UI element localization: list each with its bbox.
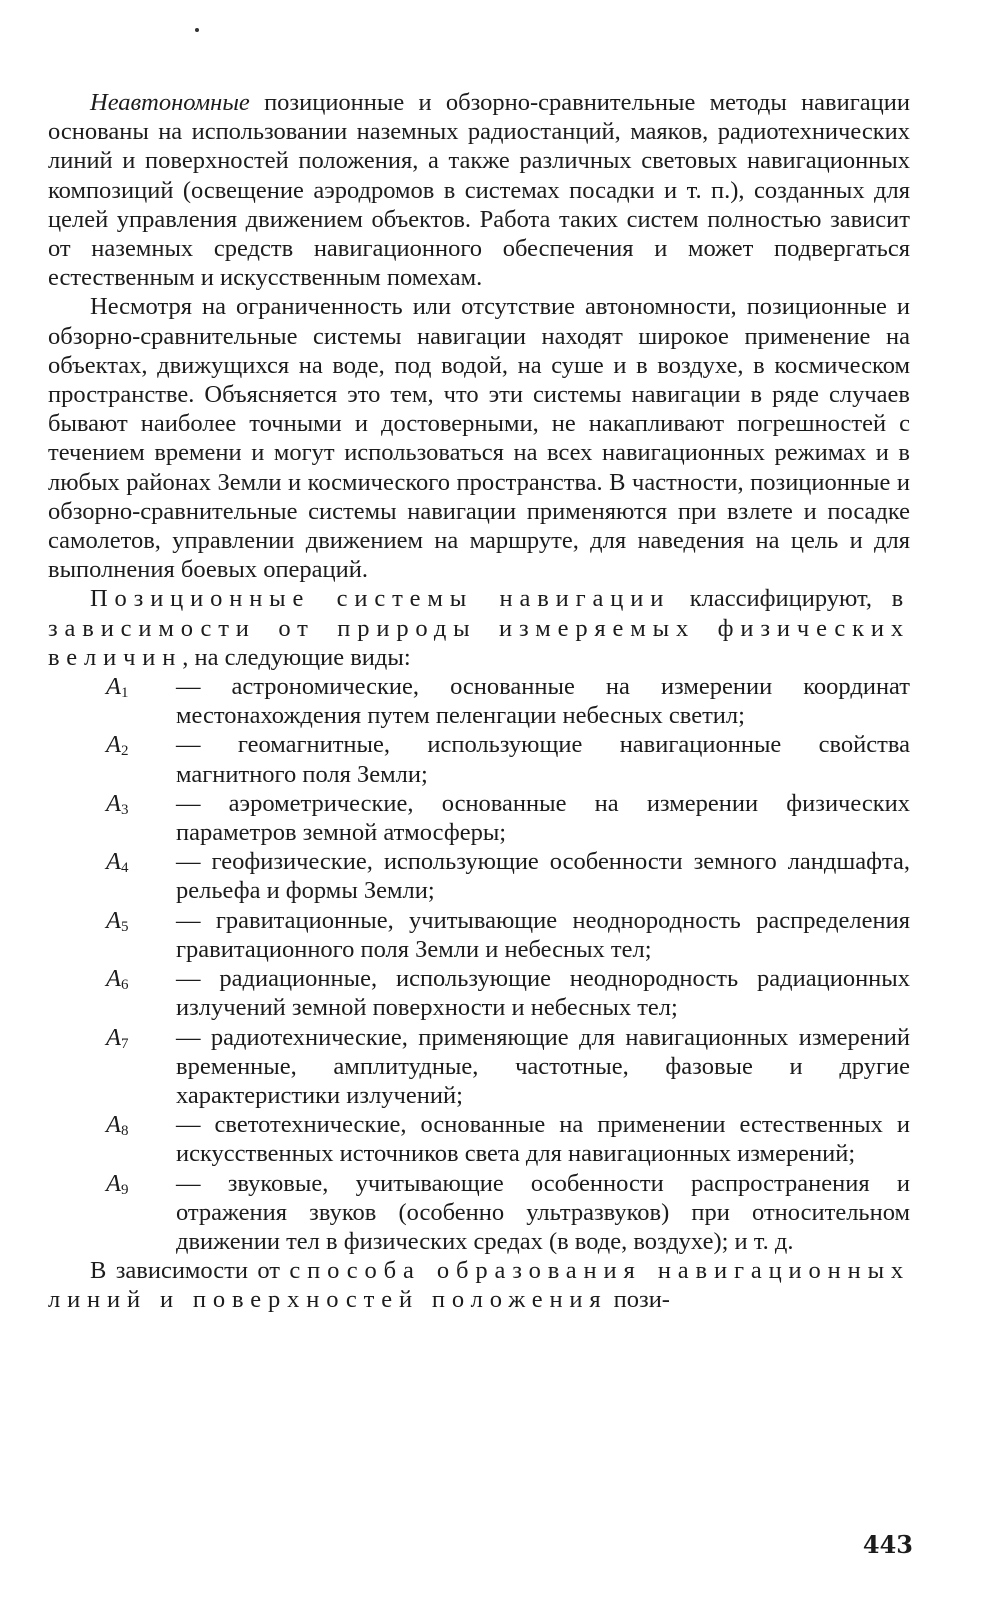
emphasized-term: Неавтономные — [90, 89, 250, 116]
paragraph-nonautonomous — [48, 88, 910, 292]
classification-item — [106, 672, 910, 730]
item-label — [106, 906, 176, 964]
item-letter: A — [106, 1169, 121, 1197]
page-body — [48, 88, 910, 1315]
item-letter: A — [106, 731, 121, 759]
item-text: — радиотехнические, применяющие для навигационных измерений временные, амплитудные, частотные, фазовые и другие характеристики излучений; — [176, 1023, 910, 1109]
classification-item — [106, 789, 910, 847]
item-text: — звуковые, учитывающие особенности распространения и отражения звуков (особенно ультразвуков) при относительном движении тел в физических средах (в воде, воздухе); и т. д. — [176, 1169, 910, 1255]
item-index: 7 — [120, 1035, 129, 1052]
item-index: 3 — [120, 801, 129, 818]
item-text: — светотехнические, основанные на применении естественных и искусственных источников света для навигационных измерений; — [176, 1111, 910, 1168]
paragraph-formation — [48, 1256, 910, 1314]
item-index: 4 — [120, 860, 129, 877]
print-speck — [195, 28, 199, 32]
paragraph-applications — [48, 292, 910, 584]
item-label — [106, 1169, 176, 1257]
item-letter: A — [106, 1023, 121, 1051]
item-letter: A — [106, 673, 121, 701]
item-letter: A — [106, 965, 121, 993]
item-letter: A — [106, 789, 121, 817]
item-label — [106, 1023, 176, 1111]
spaced-term: Позиционные системы навигации — [90, 585, 671, 613]
classification-item — [106, 906, 910, 964]
spaced-term: способа образования навигационных линий и поверхностей положения — [48, 1257, 911, 1314]
classification-list — [48, 672, 910, 1256]
item-letter: A — [106, 906, 121, 934]
paragraph-text: пози- — [607, 1286, 670, 1314]
paragraph-text: классифицируют, — [670, 585, 892, 613]
item-label — [106, 730, 176, 788]
page-number: 443 — [862, 1530, 913, 1559]
item-text: — радиационные, использующие неоднородность радиационных излучений земной поверхности и небесных тел; — [176, 965, 910, 1022]
classification-item — [106, 847, 910, 905]
spaced-term: в зависимости от природы измеряемых физических величин — [48, 585, 910, 671]
item-text: — аэрометрические, основанные на измерении физических параметров земной атмосферы; — [176, 789, 910, 847]
item-text: — геомагнитные, использующие навигационные свойства магнитного поля Земли; — [176, 731, 910, 788]
item-index: 5 — [120, 918, 129, 935]
item-index: 2 — [120, 743, 129, 760]
item-label — [106, 847, 176, 905]
paragraph-text: Несмотря на ограниченность или отсутствие автономности, позиционные и обзорно-сравнительные системы навигации находят широкое применение на объектах, движущихся на воде, под водой, на суше и в воздухе, в космическом пространстве. Объясняется это тем, что эти системы навигации в ряде случаев бывают наиболее точными и достоверными, не накапливают погрешностей с течением времени и могут использоваться на всех навигационных режимах и в любых районах Земли и космического пространства. В частности, позиционные и обзорно-сравнительные системы навигации применяются при взлете и посадке самолетов, управлении движением на маршруте, для наведения на цель и для выполнения боевых операций. — [48, 293, 910, 584]
paragraph-text: , на следующие виды: — [182, 643, 411, 671]
item-text: — гравитационные, учитывающие неоднородность распределения гравитационного поля Земли и небесных тел; — [176, 906, 910, 963]
item-index: 9 — [120, 1181, 129, 1198]
item-index: 8 — [120, 1123, 129, 1140]
paragraph-text: В зависимости от — [90, 1257, 290, 1285]
item-label — [106, 964, 176, 1022]
classification-item — [106, 1169, 910, 1257]
classification-item — [106, 730, 910, 788]
item-letter: A — [106, 848, 121, 876]
item-index: 6 — [120, 977, 129, 994]
item-letter: A — [106, 1111, 121, 1139]
item-text: — астрономические, основанные на измерении координат местонахождения путем пеленгации небесных светил; — [176, 673, 910, 730]
classification-item — [106, 1023, 910, 1111]
classification-item — [106, 1110, 910, 1168]
item-label — [106, 789, 176, 847]
item-text: — геофизические, использующие особенности земного ландшафта, рельефа и формы Земли; — [176, 848, 910, 905]
classification-item — [106, 964, 910, 1022]
item-label — [106, 1110, 176, 1168]
item-index: 1 — [120, 685, 129, 702]
paragraph-text: позиционные и обзорно-сравнительные методы навигации основаны на использовании наземных радиостанций, маяков, радиотехнических линий и поверхностей положения, а также различных световых навигационных композиций (освещение аэродромов в системах посадки и т. п.), созданных для целей управления движением объектов. Работа таких систем полностью зависит от наземных средств навигационного обеспечения и может подвергаться естественным и искусственным помехам. — [48, 89, 910, 292]
paragraph-classification-intro — [48, 584, 910, 672]
item-label — [106, 672, 176, 730]
